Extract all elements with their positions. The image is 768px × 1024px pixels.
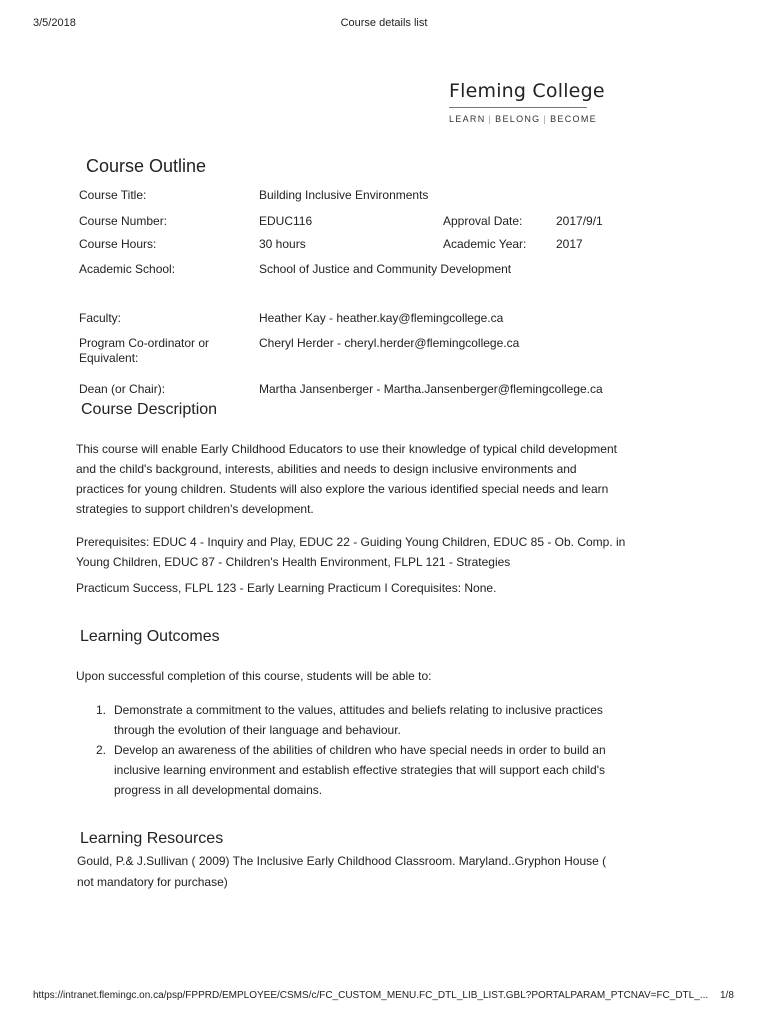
coordinator-label: Program Co-ordinator or Equivalent: (79, 336, 210, 365)
logo-tag-learn: LEARN (449, 114, 486, 124)
print-footer-url: https://intranet.flemingc.on.ca/psp/FPPRD/EMPLOYEE/CSMS/c/FC_CUSTOM_MENU.FC_DTL_LIB_LIST.GBL?PORTALPARAM_PTCNAV=FC_DTL_... (33, 990, 709, 1001)
course-title-value: Building Inclusive Environments (259, 188, 429, 202)
learning-resources-heading: Learning Resources (80, 830, 224, 847)
prerequisites-text: Prerequisites: EDUC 4 - Inquiry and Play, EDUC 22 - Guiding Young Children, EDUC 85 - Ob. Comp. in Young Children, EDUC 87 - Children's Health Environment, FLPL 121 - Strategies (76, 535, 626, 569)
approval-date-label: Approval Date: (443, 214, 523, 228)
course-outline-heading: Course Outline (86, 156, 207, 176)
coordinator-value: Cheryl Herder - cheryl.herder@flemingcollege.ca (259, 336, 520, 350)
course-description-text: This course will enable Early Childhood Educators to use their knowledge of typical child development and the child's background, interests, abilities and needs to design inclusive environments and practices for young children. Students will also explore the various identified special needs and learn strategies to support children's development. (76, 442, 617, 516)
print-page-number: 1/8 (720, 990, 734, 1001)
logo-tag-become: BECOME (550, 114, 597, 124)
list-item-number: 2. (96, 743, 107, 757)
logo-divider (449, 107, 587, 108)
academic-school-value: School of Justice and Community Development (259, 262, 512, 276)
learning-outcomes-heading: Learning Outcomes (80, 628, 220, 645)
dean-value: Martha Jansenberger - Martha.Jansenberger@flemingcollege.ca (259, 382, 603, 396)
approval-date-value: 2017/9/1 (556, 214, 603, 228)
course-number-value: EDUC116 (259, 214, 313, 228)
course-description-heading: Course Description (81, 401, 218, 418)
course-number-label: Course Number: (79, 214, 168, 228)
list-item (96, 700, 616, 740)
academic-year-label: Academic Year: (443, 237, 527, 251)
learning-resources-text: Gould, P.& J.Sullivan ( 2009) The Inclusive Early Childhood Classroom. Maryland..Gryphon House ( not mandatory for purchase) (77, 854, 607, 889)
logo-tag-belong: BELONG (495, 114, 541, 124)
logo-tagline (449, 114, 609, 124)
course-hours-value: 30 hours (259, 237, 306, 251)
list-item (96, 740, 616, 800)
academic-school-label: Academic School: (79, 262, 176, 276)
learning-outcomes-intro: Upon successful completion of this course, students will be able to: (76, 669, 432, 683)
faculty-value: Heather Kay - heather.kay@flemingcollege.ca (259, 311, 504, 325)
logo-tag-separator: | (488, 114, 493, 124)
course-title-label: Course Title: (79, 188, 147, 202)
faculty-label: Faculty: (79, 311, 122, 325)
logo-name: Fleming College (449, 80, 605, 102)
academic-year-value: 2017 (556, 237, 583, 251)
list-item-text: Develop an awareness of the abilities of children who have special needs in order to build an inclusive learning environment and establish effective strategies that will support each child's progress in all developmental domains. (114, 743, 606, 797)
learning-outcomes-list (96, 700, 616, 800)
fleming-college-logo (449, 80, 609, 124)
list-item-number: 1. (96, 703, 107, 717)
course-hours-label: Course Hours: (79, 237, 157, 251)
dean-label: Dean (or Chair): (79, 382, 166, 396)
practicum-text: Practicum Success, FLPL 123 - Early Learning Practicum I Corequisites: None. (76, 581, 497, 595)
list-item-text: Demonstrate a commitment to the values, attitudes and beliefs relating to inclusive practices through the evolution of their language and behaviour. (114, 703, 603, 737)
print-date: 3/5/2018 (33, 17, 76, 29)
print-title: Course details list (340, 17, 428, 29)
logo-tag-separator: | (543, 114, 548, 124)
